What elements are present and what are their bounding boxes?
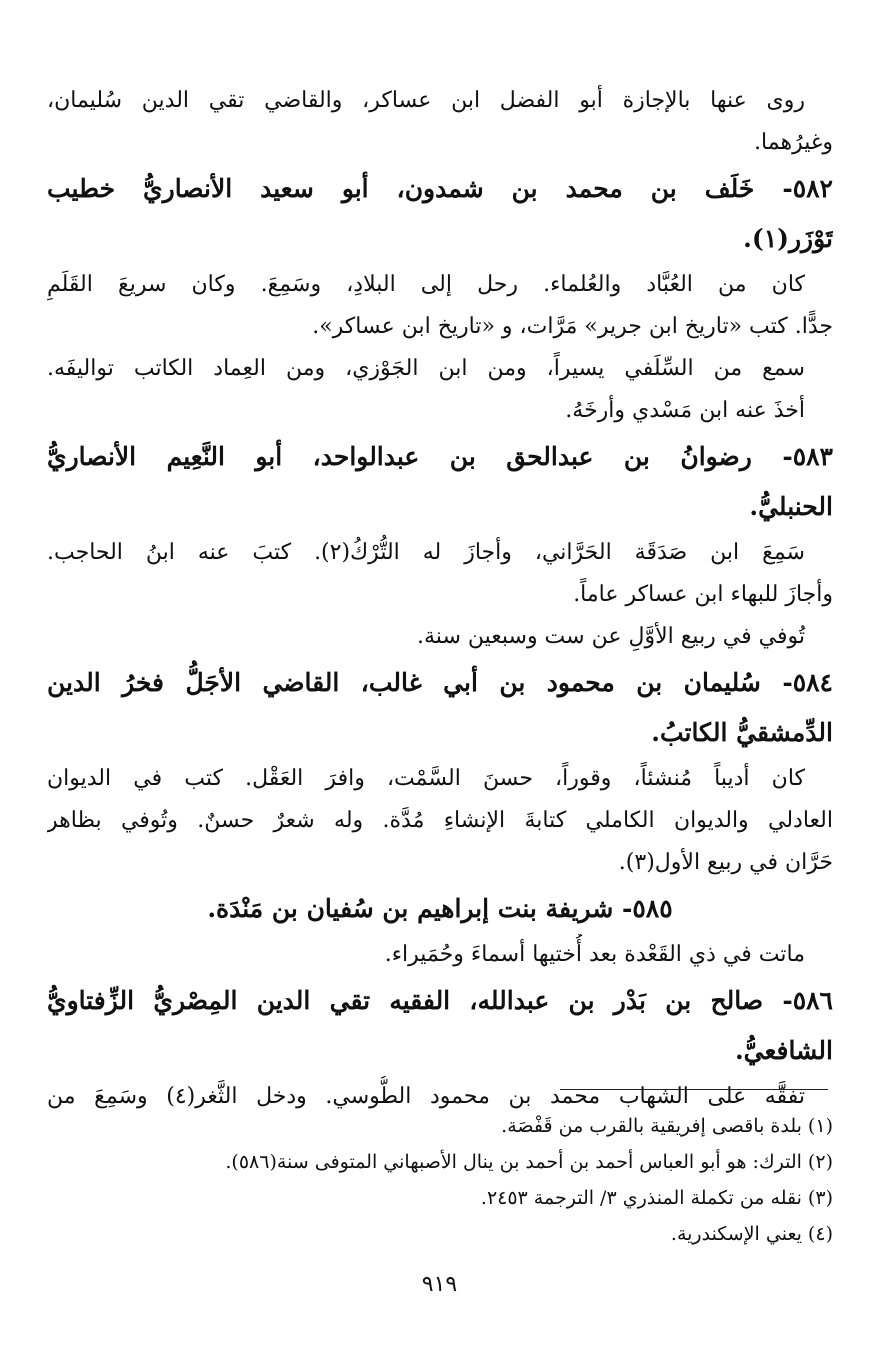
text-line: تفقَّه على الشهاب محمد بن محمود الطُّوسي. ودخل الثَّغر(٤) وسَمِعَ من bbox=[47, 1084, 805, 1109]
footnote-1: (١) بلدة باقصى إفريقية بالقرب من قَفْصَة. bbox=[501, 1115, 833, 1137]
text-line: سَمِعَ ابن صَدَقَة الحَرَّاني، وأجازَ له التُّرْكُ(٢). كتبَ عنه ابنُ الحاجب. bbox=[47, 540, 805, 565]
text-line: حَرَّان في ربيع الأول(٣). bbox=[618, 850, 833, 875]
entry-heading-585: ٥٨٥- شريفة بنت إبراهيم بن سُفيان بن مَنْدَة. bbox=[207, 894, 673, 923]
footnote-4: (٤) يعني الإسكندرية. bbox=[670, 1223, 833, 1245]
page-number: ٩١٩ bbox=[421, 1272, 458, 1297]
text-line: تُوفي في ربيع الأوَّلِ عن ست وسبعين سنة. bbox=[417, 624, 805, 649]
text-line: كان من العُبَّاد والعُلماء. رحل إلى البلادِ، وسَمِعَ. وكان سريعَ القَلَمِ bbox=[47, 272, 805, 297]
entry-heading-584-cont: الدِّمشقيُّ الكاتبُ. bbox=[651, 718, 833, 747]
text-line: وأجازَ للبهاء ابن عساكر عاماً. bbox=[573, 582, 833, 607]
entry-heading-583-cont: الحنبليُّ. bbox=[749, 492, 833, 521]
footnotes bbox=[47, 1108, 833, 1252]
entry-heading-582: ٥٨٢- خَلَف بن محمد بن شمدون، أبو سعيد الأنصاريُّ خطيب bbox=[47, 174, 833, 203]
text-line: أخذَ عنه ابن مَسْدي وأرخَهُ. bbox=[565, 398, 805, 423]
text-line: روى عنها بالإجازة أبو الفضل ابن عساكر، والقاضي تقي الدين سُليمان، bbox=[47, 88, 805, 113]
footnote-2: (٢) الترك: هو أبو العباس أحمد بن أحمد بن ينال الأصبهاني المتوفى سنة(٥٨٦). bbox=[225, 1151, 833, 1173]
text-line: العادلي والديوان الكاملي كتابةَ الإنشاءِ مُدَّة. وله شعرٌ حسنٌ. وتُوفي بظاهر bbox=[47, 808, 833, 833]
text-line: وغيرُهما. bbox=[754, 130, 833, 155]
entry-heading-586: ٥٨٦- صالح بن بَدْر بن عبدالله، الفقيه تقي الدين المِصْريُّ الزِّفتاويُّ bbox=[47, 986, 833, 1015]
footnote-separator bbox=[560, 1089, 828, 1090]
text-line: جدًّا. كتب «تاريخ ابن جرير» مَرَّات، و «تاريخ ابن عساكر». bbox=[312, 314, 833, 339]
entry-heading-584: ٥٨٤- سُليمان بن محمود بن أبي غالب، القاضي الأجَلُّ فخرُ الدين bbox=[47, 668, 833, 697]
entry-heading-586-cont: الشافعيُّ. bbox=[734, 1036, 833, 1065]
text-line: ماتت في ذي القَعْدة بعد أُختيها أسماءَ وحُمَيراء. bbox=[384, 942, 805, 967]
text-line: سمع من السِّلَفي يسيراً، ومن ابن الجَوْزي، ومن العِماد الكاتب تواليفَه. bbox=[47, 356, 805, 381]
footnote-3: (٣) نقله من تكملة المنذري ٣/ الترجمة ٢٤٥٣. bbox=[480, 1187, 833, 1209]
main-text bbox=[47, 80, 833, 1118]
entry-heading-582-cont: تَوْزَر(١). bbox=[743, 224, 833, 253]
text-line: كان أديباً مُنشئاً، وقوراً، حسنَ السَّمْت، وافرَ العَقْل. كتب في الديوان bbox=[47, 766, 805, 791]
entry-heading-583: ٥٨٣- رضوانُ بن عبدالحق بن عبدالواحد، أبو النَّعِيم الأنصاريُّ bbox=[47, 442, 833, 471]
